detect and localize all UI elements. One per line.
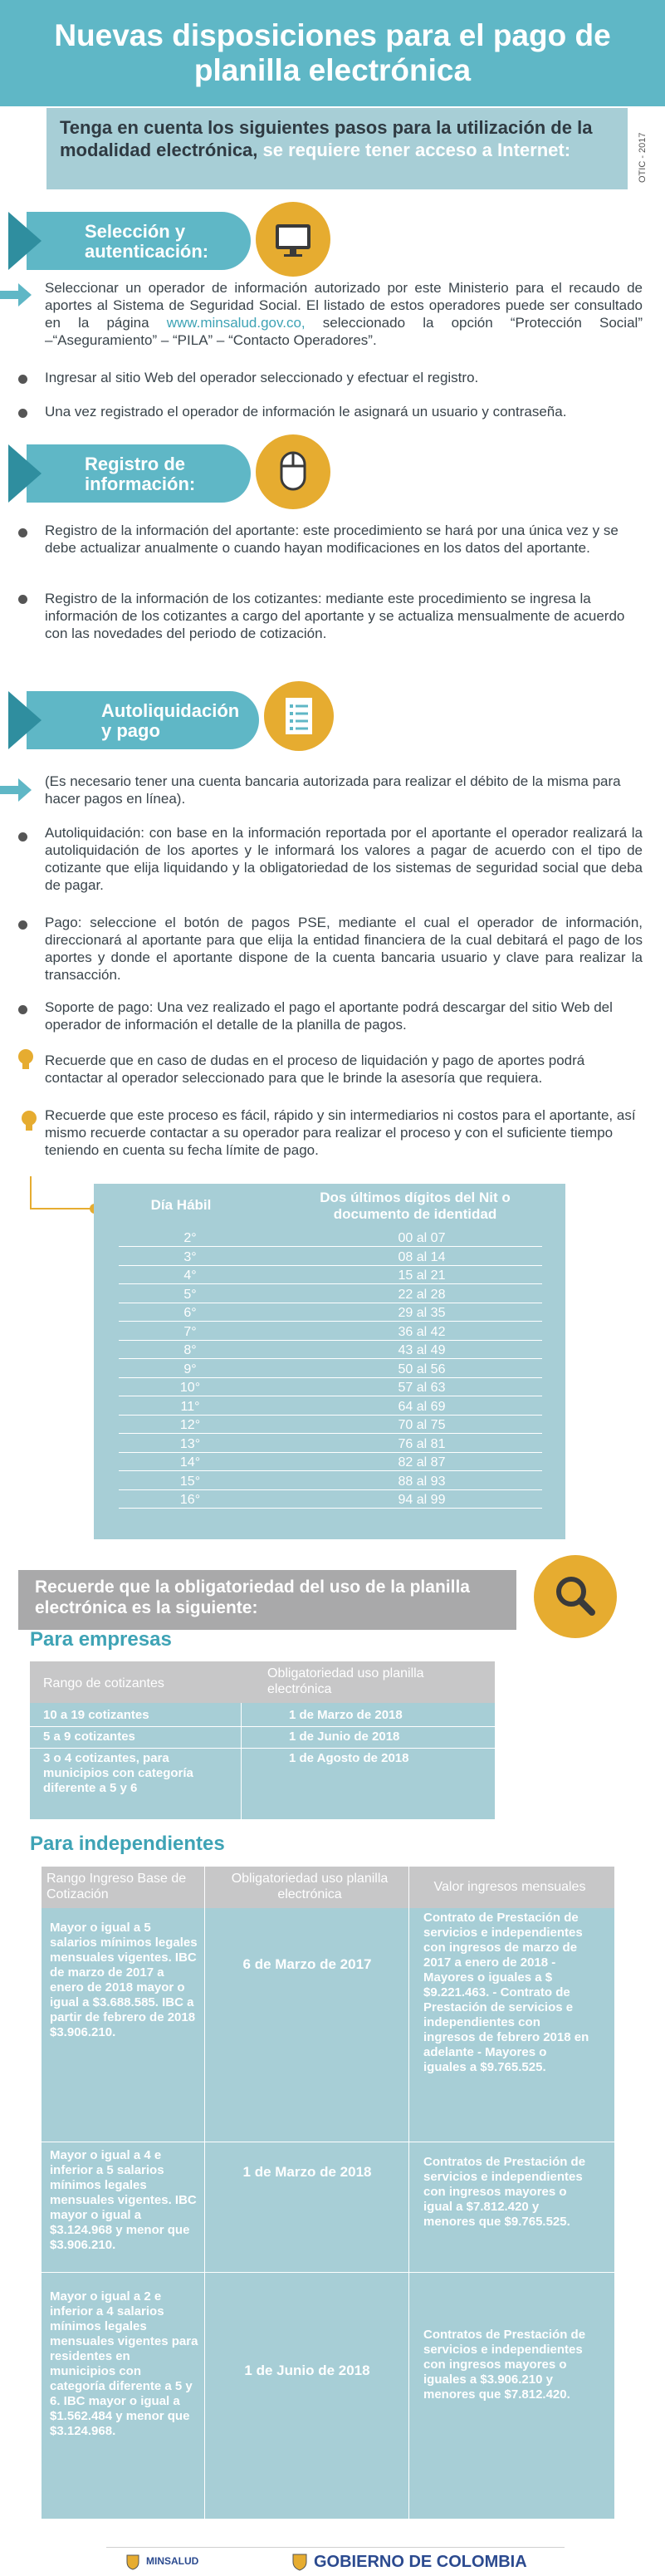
dias-digits: 22 al 28 (398, 1287, 446, 1302)
dias-day: 16° (179, 1493, 201, 1507)
dias-digits: 50 al 56 (398, 1362, 446, 1376)
dias-day: 8° (183, 1343, 197, 1357)
dias-day: 3° (183, 1249, 197, 1264)
indep-r2-c3: Contratos de Prestación de servicios e independientes con ingresos mayores o igual a $7.812.420 y menores que $9.765.525. (423, 2155, 586, 2229)
footer-minsalud (106, 2552, 247, 2572)
bullet-dot (18, 595, 27, 604)
dias-day: 6° (183, 1306, 197, 1320)
seleccion-item-1 (45, 279, 643, 349)
intro-text-b: se requiere tener acceso a Internet: (262, 140, 571, 160)
side-code: OTIC - 2017 (638, 132, 648, 183)
minsalud-link[interactable]: www.minsalud.gov.co, (166, 315, 306, 331)
dias-digits: 00 al 07 (398, 1231, 446, 1245)
indep-r1-c2: 6 de Marzo de 2017 (242, 1956, 372, 1972)
bullet-dot (18, 832, 27, 841)
independientes-title: Para independientes (30, 1833, 225, 1855)
indep-r1-c3: Contrato de Prestación de servicios e independientes con ingresos de marzo de 2017 a enero de 2018 - Mayores o iguales a $ $9.221.463. - Contrato de Prestación de servicios e independientes con ingresos de febrero 2018 en adelante - Mayores o iguales a $9.765.525. (423, 1911, 589, 2074)
dias-digits: 36 al 42 (398, 1324, 446, 1339)
dias-day: 5° (183, 1287, 197, 1302)
section-tab-registro (8, 444, 257, 503)
oblig-text: Recuerde que la obligatoriedad del uso de la planilla electrónica es la siguiente: (35, 1577, 470, 1617)
indep-r2-c1: Mayor o igual a 4 e inferior a 5 salarios mínimos legales mensuales vigentes. IBC mayor o igual a $3.124.968 y menor que $3.906.210. (50, 2148, 197, 2252)
indep-r1-c1: Mayor o igual a 5 salarios mínimos legales mensuales vigentes. IBC de marzo de 2017 a enero de 2018 mayor o igual a $3.688.585. IBC a partir de febrero de 2018 $3.906.210. (50, 1921, 198, 2039)
indep-r2-c2: 1 de Marzo de 2018 (242, 2164, 372, 2180)
dias-digits: 08 al 14 (398, 1249, 446, 1264)
magnifier-icon (534, 1555, 617, 1638)
dias-digits: 15 al 21 (398, 1268, 446, 1283)
dias-day: 12° (179, 1418, 201, 1432)
dias-digits: 70 al 75 (398, 1418, 446, 1432)
dias-digits: 82 al 87 (398, 1455, 446, 1470)
dias-row (119, 1323, 542, 1341)
dias-day: 14° (179, 1455, 201, 1470)
row-divider (42, 2272, 614, 2273)
dias-day: 4° (183, 1268, 197, 1283)
dias-digits: 76 al 81 (398, 1436, 446, 1451)
independientes-col1-header: Rango Ingreso Base de Cotización (46, 1872, 187, 1901)
dias-row (119, 1435, 542, 1453)
bullet-dot (18, 409, 27, 418)
dias-row (119, 1454, 542, 1471)
dias-digits: 57 al 63 (398, 1381, 446, 1395)
coat-of-arms-icon (291, 2553, 309, 2571)
dias-row (119, 1342, 542, 1359)
connector-line (30, 1176, 32, 1209)
coat-of-arms-icon (125, 2554, 141, 2570)
section-chevron (8, 691, 42, 749)
col-divider (241, 1703, 242, 1819)
list-icon (264, 681, 334, 751)
empresas-col1-header: Rango de cotizantes (43, 1676, 164, 1690)
dias-digits: 43 al 49 (398, 1343, 446, 1357)
footer-right-text: GOBIERNO DE COLOMBIA (314, 2553, 527, 2571)
empresas-r1-c1: 10 a 19 cotizantes (43, 1708, 149, 1722)
col-divider (204, 1867, 205, 2519)
indep-r3-c3: Contratos de Prestación de servicios e independientes con ingresos mayores o iguales a $3.906.210 y menores que $7.812.420. (423, 2328, 586, 2402)
dias-row (119, 1379, 542, 1396)
indep-r3-c2: 1 de Junio de 2018 (244, 2363, 370, 2378)
registro-item-1: Registro de la información del aportante: este procedimiento se hará por una única vez y se debe actualizar anualmente o cuando hayan modificaciones en los datos del aportante. (45, 523, 619, 556)
section-label: Autoliquidación y pago (101, 700, 240, 741)
section-tab-autoliquidacion (8, 691, 257, 749)
empresas-r3-c2: 1 de Agosto de 2018 (289, 1751, 409, 1765)
monitor-icon (256, 202, 330, 277)
dias-day: 2° (183, 1231, 197, 1245)
dias-day: 11° (180, 1399, 200, 1414)
arrow-icon (0, 776, 33, 804)
seleccion-item-2: Ingresar al sitio Web del operador seleccionado y efectuar el registro. (45, 370, 479, 385)
intro-text (60, 116, 614, 161)
dias-digits: 29 al 35 (398, 1306, 446, 1320)
bullet-dot (18, 1005, 27, 1014)
dias-row (119, 1361, 542, 1378)
dias-row (119, 1398, 542, 1416)
empresas-title: Para empresas (30, 1628, 172, 1651)
dias-row (119, 1491, 542, 1509)
independientes-col2-header: Obligatoriedad uso planilla electrónica (231, 1872, 389, 1901)
seleccion-item-1-text: Seleccionar un operador de información autorizado por este Ministerio para el recaudo de aportes al Sistema de Seguridad Social. El listado de estos operadores puede ser consultado en la página (45, 280, 643, 331)
dias-digits: 88 al 93 (398, 1474, 446, 1489)
dias-row (119, 1229, 542, 1247)
bulb-icon (20, 1110, 38, 1133)
independientes-col3-header: Valor ingresos mensuales (433, 1880, 586, 1894)
dias-day: 9° (183, 1362, 197, 1376)
mouse-icon (256, 434, 330, 509)
registro-item-2: Registro de la información de los cotizantes: mediante este procedimiento se ingresa la información de los cotizantes a cargo del aportante y se actualiza mensualmente de acuerdo con las novedades del periodo de cotización. (45, 591, 625, 641)
empresas-r2-c1: 5 a 9 cotizantes (43, 1730, 135, 1744)
arrow-icon (0, 281, 33, 309)
autoliquidacion-item-6: Recuerde que este proceso es fácil, rápido y sin intermediarios ni costos para el aportante, así mismo recuerde contactar a su operador para realizar el proceso y con el suficiente tiempo teniendo en cuenta su fecha límite de pago. (45, 1107, 636, 1158)
intro-text-a: Tenga en cuenta los siguientes pasos para la utilización de la modalidad electrónica, (60, 117, 593, 160)
footer-left-text: MINSALUD (146, 2555, 199, 2567)
empresas-r1-c2: 1 de Marzo de 2018 (289, 1708, 403, 1722)
section-chevron (8, 212, 42, 270)
seleccion-item-1-text-b: seleccionado la opción “Protección Social” –“Aseguramiento” – “PILA” – “Contacto Operadores”. (45, 315, 643, 348)
autoliquidacion-item-3: Pago: seleccione el botón de pagos PSE, mediante el cual el operador de información, direccionará al aportante para que elija la entidad financiera de la cual debitará el pago de los aportes y donde el aportante dispone de la cuenta bancaria usuario y clave para realizar la transacción. (45, 915, 643, 983)
footer-line (106, 2547, 565, 2548)
row-divider (30, 1748, 495, 1749)
bullet-dot (18, 528, 27, 537)
section-chevron (8, 444, 42, 503)
bullet-dot (18, 920, 27, 930)
autoliquidacion-item-4: Soporte de pago: Una vez realizado el pago el aportante podrá descargar del sitio Web del operador de información el detalle de la planilla de pagos. (45, 999, 613, 1033)
dias-day: 7° (183, 1324, 197, 1339)
section-tab-seleccion (8, 212, 257, 270)
autoliquidacion-item-2: Autoliquidación: con base en la información reportada por el aportante el operador realizará la autoliquidación de los aportes y le informará los valores a pagar de acuerdo con el tipo de cotizante que elija liquidando y la obligatoriedad de los sistemas de seguridad social que deba de pagar. (45, 825, 643, 893)
dias-row (119, 1473, 542, 1490)
empresas-r2-c2: 1 de Junio de 2018 (289, 1730, 400, 1744)
dias-col1-header: Día Hábil (150, 1197, 212, 1213)
dias-day: 15° (179, 1474, 201, 1489)
section-label: Registro de información: (85, 454, 196, 494)
footer-gobierno (274, 2550, 565, 2574)
dias-col2-header: Dos últimos dígitos del Nit o documento de identidad (320, 1190, 511, 1222)
row-divider (30, 1726, 495, 1727)
bulb-icon (17, 1048, 35, 1072)
bullet-dot (18, 375, 27, 384)
indep-r3-c1: Mayor o igual a 2 e inferior a 4 salarios mínimos legales mensuales vigentes para residentes en municipios con categoría diferente a 5 y 6. IBC mayor o igual a $1.562.484 y menor que $3.124.968. (50, 2289, 198, 2438)
dias-row (119, 1286, 542, 1303)
page-title: Nuevas disposiciones para el pago de planilla electrónica (54, 18, 611, 87)
connector-line (30, 1208, 98, 1209)
dias-digits: 64 al 69 (398, 1399, 446, 1414)
dias-digits: 94 al 99 (398, 1493, 446, 1507)
section-label: Selección y autenticación: (85, 221, 209, 262)
autoliquidacion-item-1: (Es necesario tener una cuenta bancaria autorizada para realizar el débito de la misma para hacer pagos en línea). (45, 773, 621, 807)
dias-row (119, 1304, 542, 1322)
dias-day: 10° (179, 1381, 201, 1395)
empresas-col2-header: Obligatoriedad uso planilla electrónica (267, 1666, 424, 1696)
dias-row (119, 1249, 542, 1266)
autoliquidacion-item-5: Recuerde que en caso de dudas en el proceso de liquidación y pago de aportes podrá contactar al operador seleccionado para que le brinde la asesoría que requiera. (45, 1052, 585, 1086)
empresas-r3-c1: 3 o 4 cotizantes, para municipios con categoría diferente a 5 y 6 (43, 1751, 193, 1795)
col-divider (408, 1867, 409, 2519)
dias-row (119, 1267, 542, 1284)
dias-day: 13° (179, 1436, 201, 1451)
seleccion-item-3: Una vez registrado el operador de información le asignará un usuario y contraseña. (45, 404, 567, 420)
dias-row (119, 1416, 542, 1434)
